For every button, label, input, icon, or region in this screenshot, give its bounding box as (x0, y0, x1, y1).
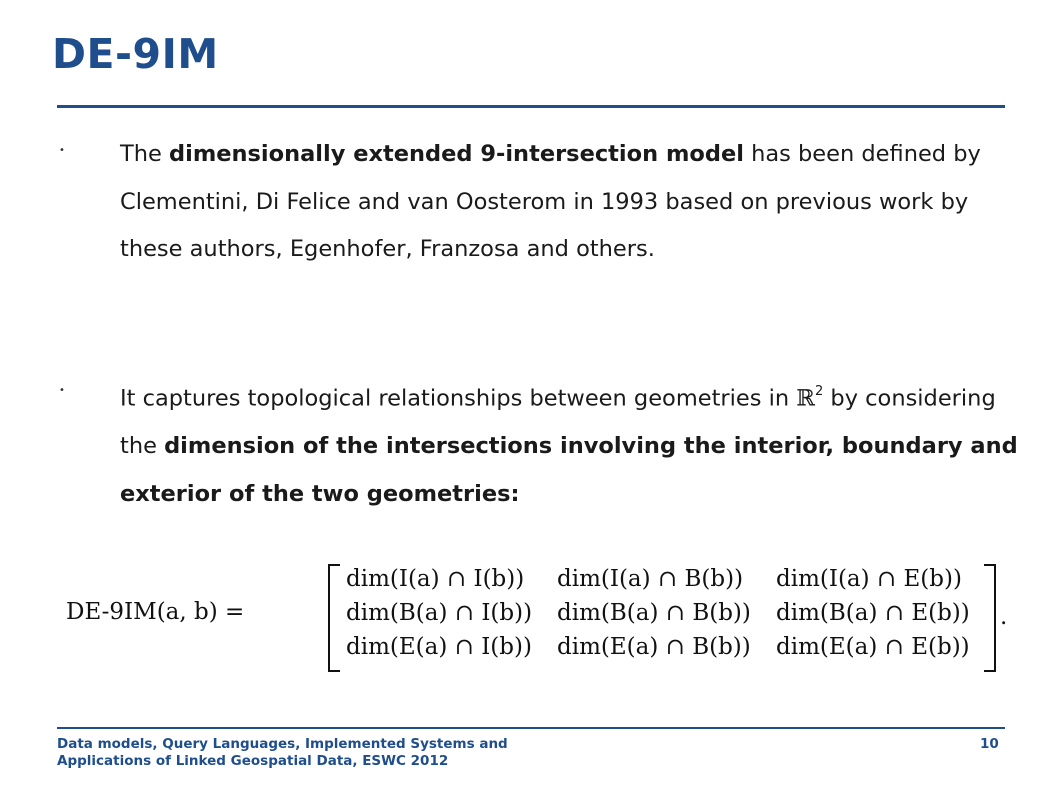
bullet-marker: • (59, 145, 65, 156)
matrix-cell: dim(B(a) ∩ E(b)) (776, 600, 970, 626)
matrix-cell: dim(I(a) ∩ B(b)) (557, 566, 744, 592)
matrix-cell: dim(B(a) ∩ B(b)) (557, 600, 751, 626)
matrix-cell: dim(E(a) ∩ E(b)) (776, 634, 970, 660)
matrix-left-bracket (328, 564, 340, 672)
page-number: 10 (980, 736, 999, 752)
matrix-cell: dim(I(a) ∩ E(b)) (776, 566, 962, 592)
bullet-marker: • (59, 385, 65, 396)
slide-title: DE-9IM (52, 30, 219, 78)
real-numbers-symbol: ℝ (796, 385, 815, 412)
matrix-cell: dim(I(a) ∩ I(b)) (346, 566, 525, 592)
exponent: 2 (815, 384, 824, 399)
matrix-cell: dim(E(a) ∩ B(b)) (557, 634, 751, 660)
bullet-1-emphasis: dimensionally extended 9-intersection model (169, 141, 744, 167)
matrix-cell: dim(E(a) ∩ I(b)) (346, 634, 532, 660)
footer-divider (57, 727, 1005, 729)
matrix-cell: dim(B(a) ∩ I(b)) (346, 600, 533, 626)
footer-line-2: Applications of Linked Geospatial Data, ESWC 2012 (57, 753, 449, 769)
matrix-right-bracket (984, 564, 996, 672)
bullet-2-text: It captures topological relationships between geometries in ℝ$^2$ by considering the dimension of the intersections involving the interior, boundary and exterior of the two geometries: (120, 384, 1018, 507)
title-divider (57, 105, 1005, 108)
formula-period: . (1000, 604, 1008, 630)
formula-lhs: DE-9IM(a, b) = (66, 599, 245, 625)
footer-line-1: Data models, Query Languages, Implemented Systems and (57, 736, 508, 752)
bullet-1-text: The dimensionally extended 9-intersection model has been defined by Clementini, Di Felice and van Oosterom in 1993 based on previous work by these authors, Egenhofer, Franzosa and others. (120, 141, 981, 262)
footer-text (57, 736, 617, 770)
bullet-2-emphasis: dimension of the intersections involving the interior, boundary and exterior of the two geometries: (120, 433, 1018, 507)
de9im-formula (66, 560, 1016, 670)
